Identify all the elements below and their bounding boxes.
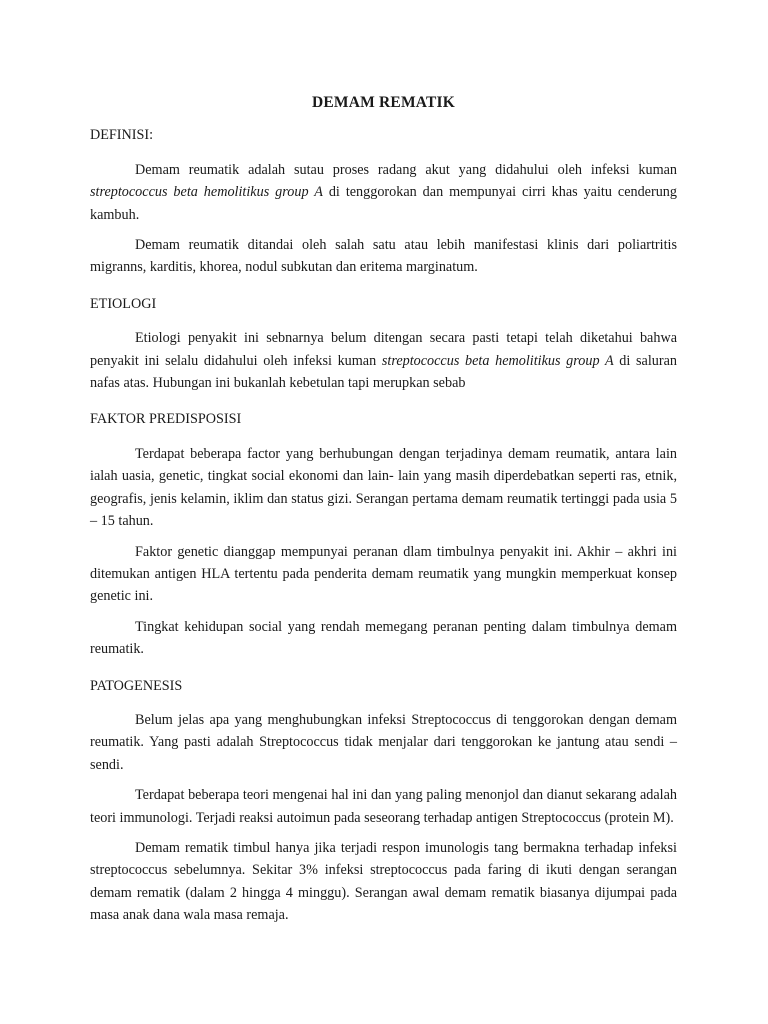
italic-text: streptococcus beta hemolitikus group A	[90, 184, 323, 201]
paragraph	[90, 443, 677, 533]
paragraph	[90, 327, 677, 394]
document-page	[90, 92, 677, 941]
text-run: Demam rematik timbul hanya jika terjadi respon imunologis tang bermakna terhadap infeksi streptococcus sebelumnya. Sekitar 3% infeksi streptococcus pada faring di ikuti dengan serangan demam rematik (dalam 2 hingga 4 minggu). Serangan awal demam rematik biasanya dijumpai pada masa anak dana wala masa remaja.	[90, 839, 677, 924]
paragraph	[90, 837, 677, 927]
text-run: di saluran nafas atas. Hubungan ini bukanlah kebetulan tapi merupkan sebab	[90, 352, 677, 392]
text-run: Terdapat beberapa factor yang berhubungan dengan terjadinya demam reumatik, antara lain ialah uasia, genetic, tingkat social ekonomi dan lain- lain yang masih diperdebatkan seperti ras, etnik, geografis, jenis kelamin, iklim dan status gizi. Serangan pertama demam reumatik tertinggi pada usia 5 – 15 tahun.	[90, 445, 677, 530]
document-body	[90, 124, 677, 926]
text-run: di tenggorokan dan mempunyai cirri khas yaitu cenderung kambuh.	[90, 184, 677, 223]
section-heading: PATOGENESIS	[90, 677, 183, 694]
text-run: Tingkat kehidupan social yang rendah memegang peranan penting dalam timbulnya demam reumatik.	[90, 618, 677, 658]
section-heading: ETIOLOGI	[90, 295, 157, 312]
paragraph	[90, 159, 677, 226]
text-run: Etiologi penyakit ini sebnarnya belum ditengan secara pasti tetapi telah diketahui bahwa penyakit ini selalu didahului oleh infeksi kuman	[90, 330, 677, 369]
section-heading: DEFINISI:	[90, 127, 154, 144]
section-heading: FAKTOR PREDISPOSISI	[90, 411, 242, 428]
paragraph	[90, 541, 677, 608]
text-run: Faktor genetic dianggap mempunyai peranan dlam timbulnya penyakit ini. Akhir – akhri ini ditemukan antigen HLA tertentu pada penderita demam reumatik yang mungkin memperkuat konsep genetic ini.	[90, 543, 677, 605]
document-title: DEMAM REMATIK	[311, 94, 456, 111]
italic-text: streptococcus beta hemolitikus group A	[381, 352, 614, 369]
text-run: Demam reumatik adalah sutau proses radang akut yang didahului oleh infeksi kuman	[135, 161, 677, 178]
text-run: Terdapat beberapa teori mengenai hal ini dan yang paling menonjol dan dianut sekarang adalah teori immunologi. Terjadi reaksi autoimun pada seseorang terhadap antigen Streptococcus (protein M).	[90, 787, 677, 826]
paragraph	[90, 784, 677, 829]
paragraph	[90, 234, 677, 279]
paragraph	[90, 616, 677, 661]
text-run: Demam reumatik ditandai oleh salah satu atau lebih manifestasi klinis dari poliartritis migranns, karditis, khorea, nodul subkutan dan eritema marginatum.	[90, 237, 677, 276]
text-run: Belum jelas apa yang menghubungkan infeksi Streptococcus di tenggorokan dengan demam reumatik. Yang pasti adalah Streptococcus tidak menjalar dari tenggorokan ke jantung atau sendi – sendi.	[90, 711, 677, 773]
paragraph	[90, 709, 677, 776]
